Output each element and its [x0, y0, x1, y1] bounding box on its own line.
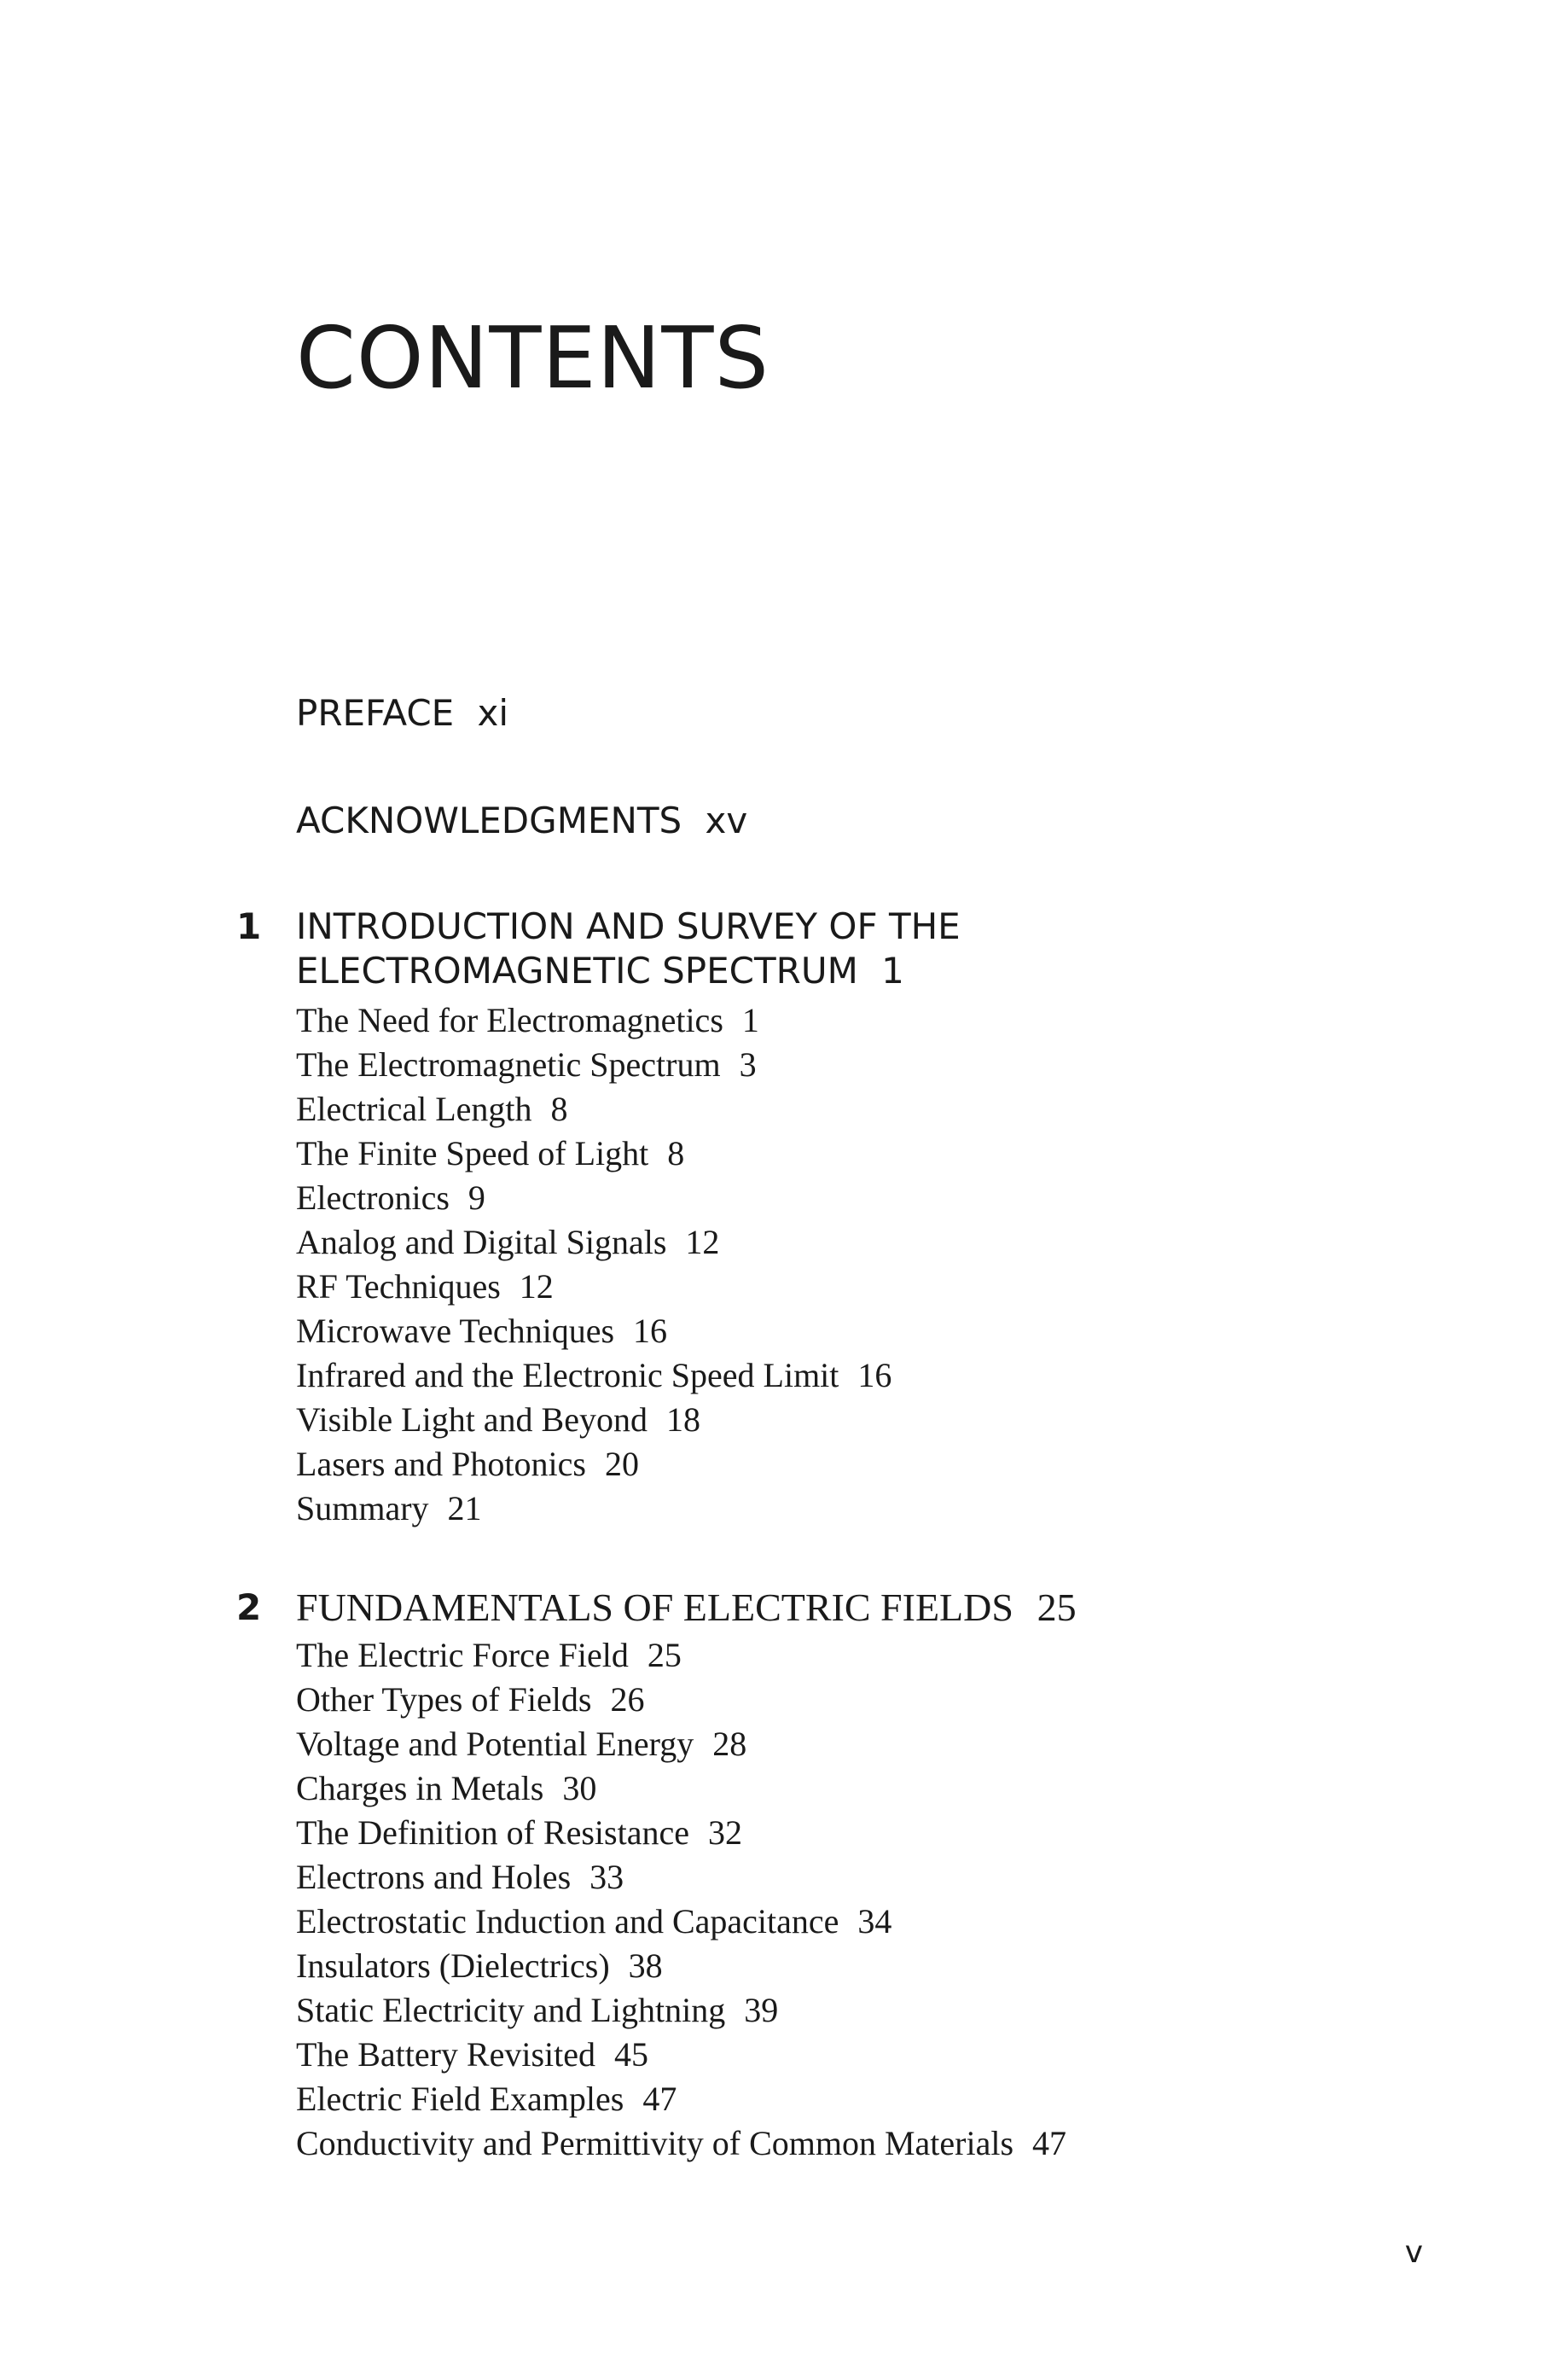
toc-section[interactable]: Electrical Length 8	[296, 1090, 568, 1128]
entry-title: ACKNOWLEDGMENTS	[296, 800, 682, 841]
toc-section[interactable]: Electrostatic Induction and Capacitance 34	[296, 1902, 892, 1940]
toc-section[interactable]: Conductivity and Permittivity of Common Materials 47	[296, 2124, 1067, 2162]
toc-section[interactable]: Insulators (Dielectrics) 38	[296, 1946, 663, 1985]
toc-section[interactable]: Static Electricity and Lightning 39	[296, 1991, 779, 2029]
chapter-page: 1	[881, 950, 904, 992]
chapter-1-sections	[296, 998, 891, 1531]
toc-section[interactable]: Electronics 9	[296, 1178, 485, 1217]
toc-section[interactable]: The Need for Electromagnetics 1	[296, 1001, 759, 1039]
toc-section[interactable]: The Electric Force Field 25	[296, 1636, 682, 1674]
toc-section[interactable]: Voltage and Potential Energy 28	[296, 1725, 747, 1763]
toc-entry-preface[interactable]	[296, 691, 508, 736]
toc-entry-acknowledgments[interactable]	[296, 799, 747, 843]
chapter-title[interactable]	[296, 905, 961, 993]
chapter-title-line-2: ELECTROMAGNETIC SPECTRUM 1	[296, 950, 904, 992]
toc-section[interactable]: Electrons and Holes 33	[296, 1858, 624, 1896]
toc-section[interactable]: Visible Light and Beyond 18	[296, 1400, 700, 1439]
toc-section[interactable]: Other Types of Fields 26	[296, 1680, 645, 1719]
toc-section[interactable]: The Definition of Resistance 32	[296, 1813, 742, 1852]
toc-section[interactable]: Infrared and the Electronic Speed Limit 16	[296, 1356, 892, 1394]
toc-section[interactable]: Summary 21	[296, 1489, 482, 1527]
toc-section[interactable]: Electric Field Examples 47	[296, 2080, 677, 2118]
entry-title: PREFACE	[296, 692, 455, 734]
chapter-title[interactable]: FUNDAMENTALS OF ELECTRIC FIELDS 25	[296, 1585, 1077, 1629]
toc-section[interactable]: Charges in Metals 30	[296, 1769, 597, 1807]
entry-page: xv	[705, 800, 748, 841]
chapter-page: 25	[1037, 1585, 1077, 1629]
chapter-number: 2	[236, 1586, 262, 1628]
toc-section[interactable]: The Battery Revisited 45	[296, 2035, 649, 2074]
entry-page: xi	[477, 692, 509, 734]
toc-section[interactable]: Analog and Digital Signals 12	[296, 1223, 720, 1261]
chapter-2-sections	[296, 1633, 1066, 2166]
page-title: CONTENTS	[296, 308, 769, 408]
page-number: v	[1404, 2235, 1423, 2270]
toc-section[interactable]: The Finite Speed of Light 8	[296, 1134, 685, 1172]
toc-section[interactable]: The Electromagnetic Spectrum 3	[296, 1045, 757, 1084]
toc-section[interactable]: Lasers and Photonics 20	[296, 1445, 639, 1483]
toc-section[interactable]: RF Techniques 12	[296, 1267, 554, 1306]
toc-section[interactable]: Microwave Techniques 16	[296, 1312, 668, 1350]
chapter-number: 1	[236, 905, 262, 947]
chapter-title-line-1: INTRODUCTION AND SURVEY OF THE	[296, 905, 961, 947]
